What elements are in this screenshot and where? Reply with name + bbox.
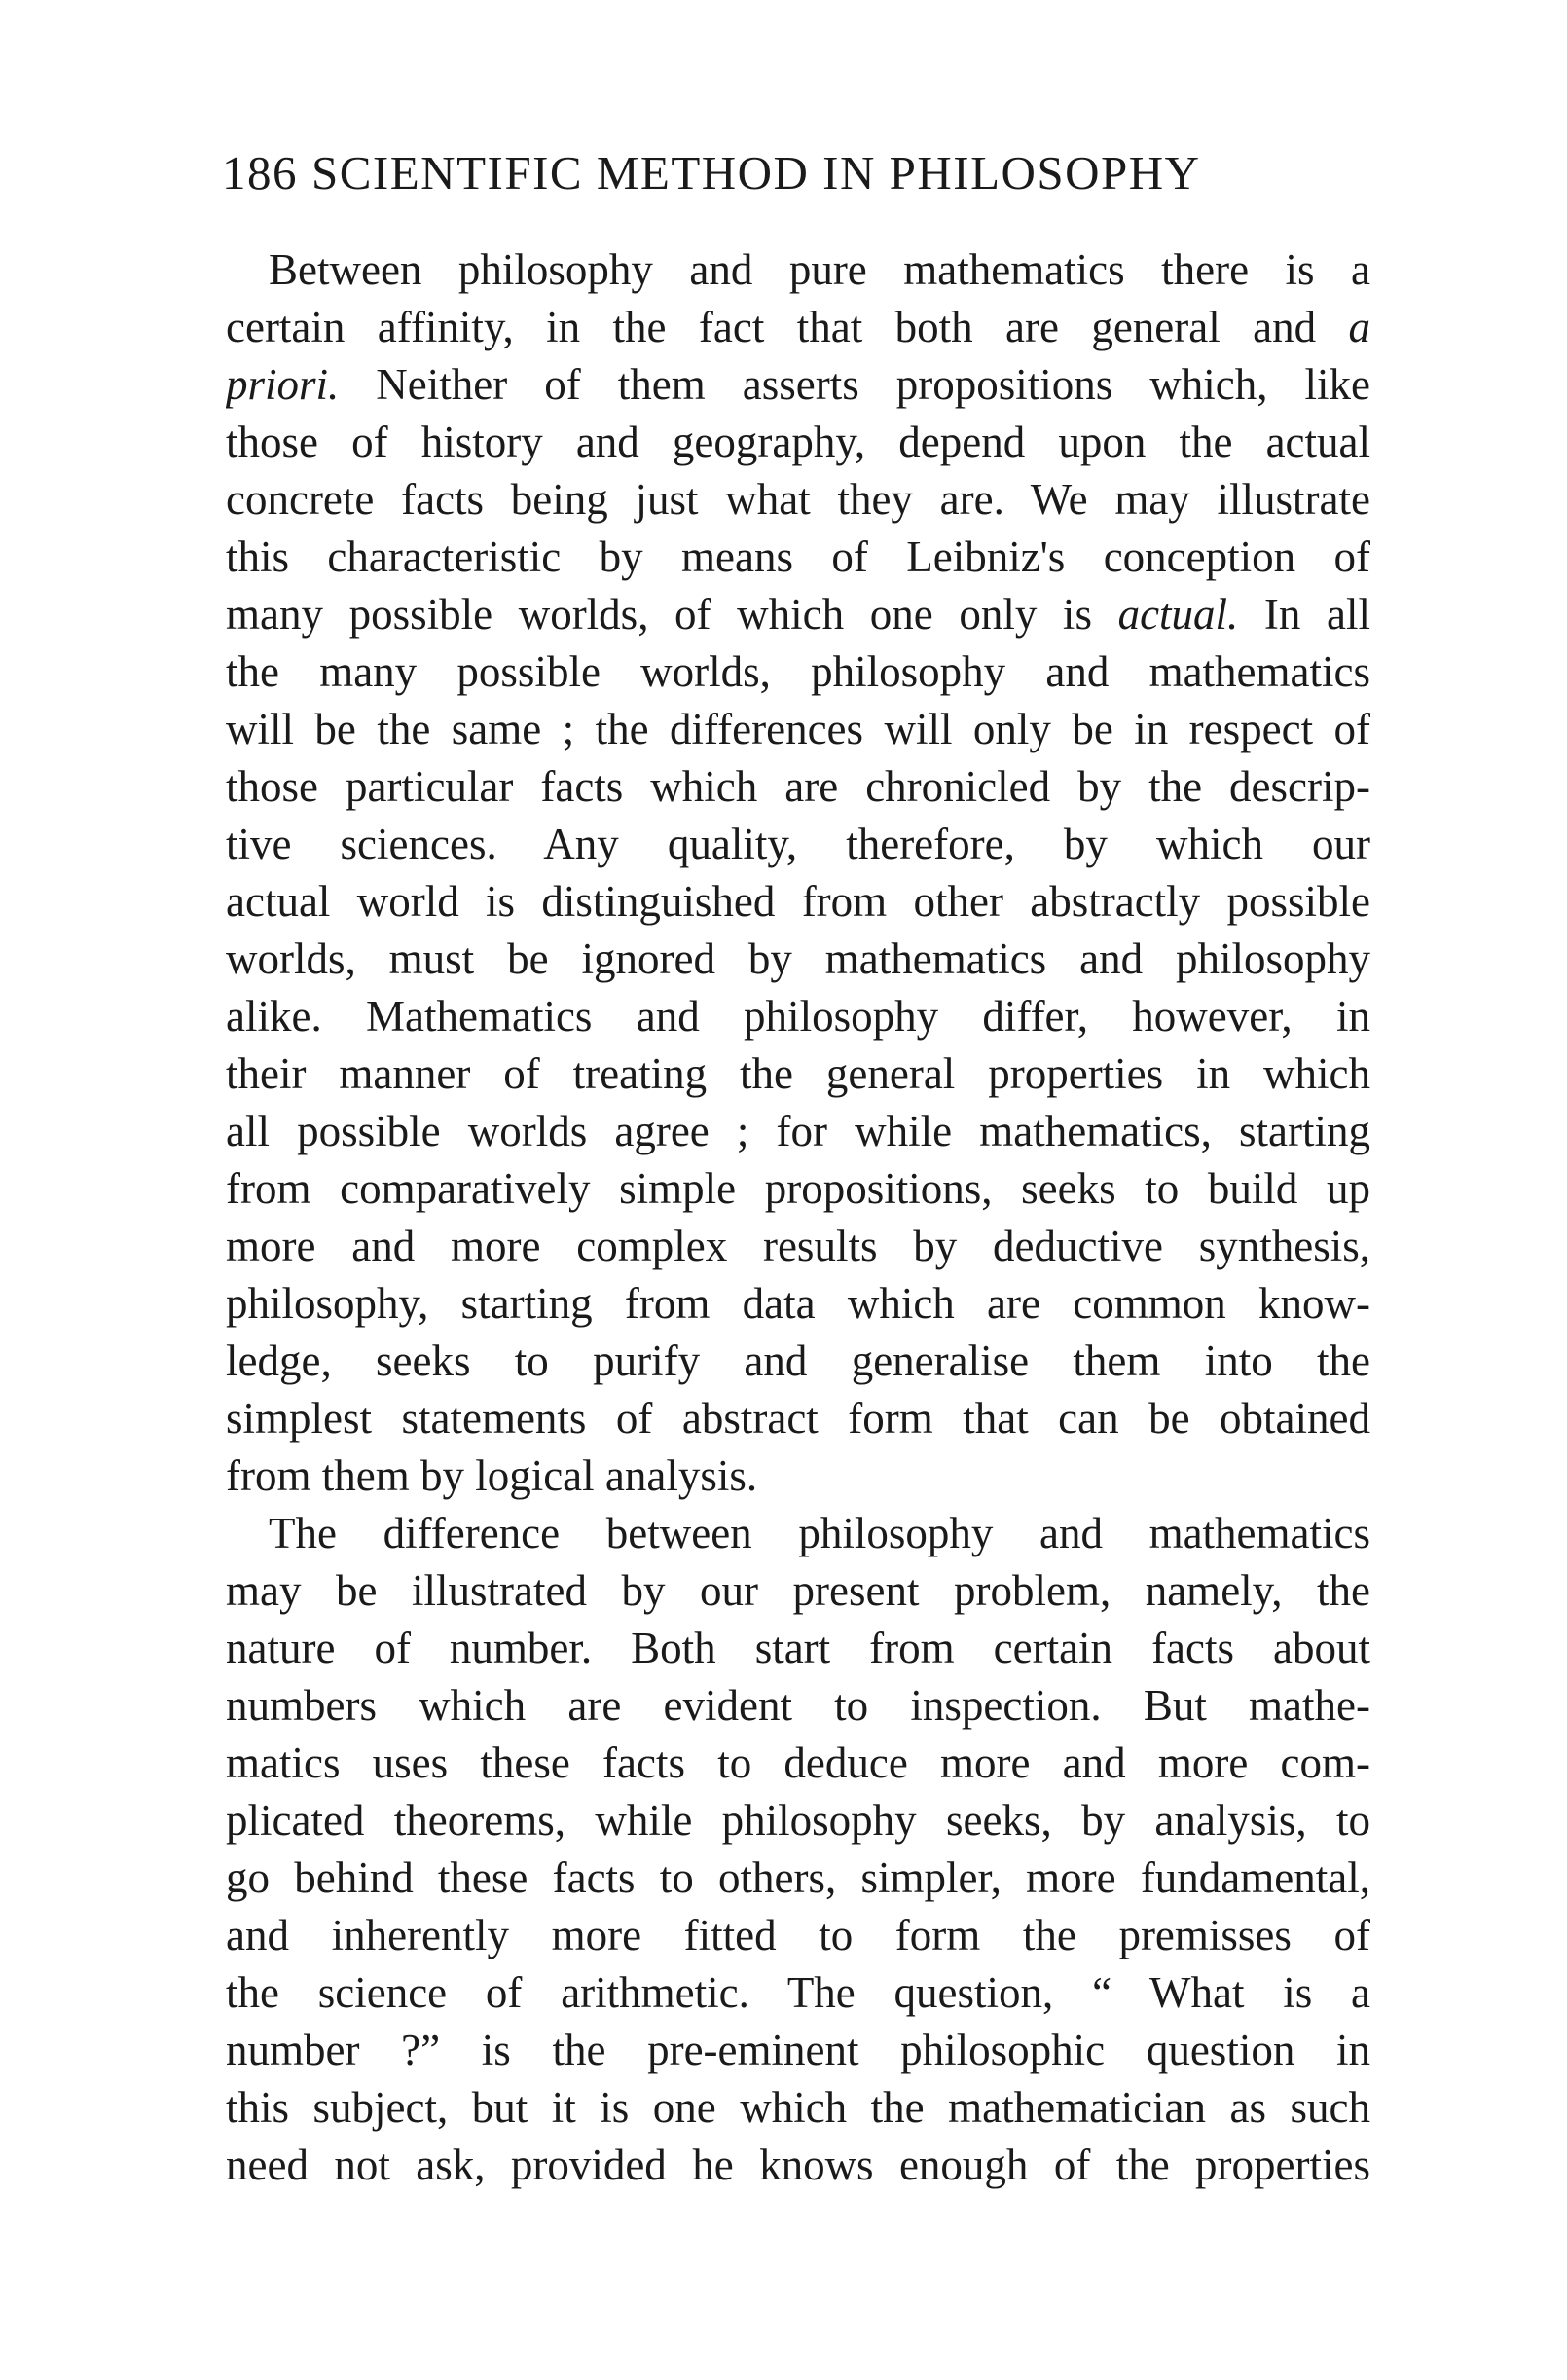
body-text [226,241,1370,2194]
text-line: number ?” is the pre-eminent philosophic question in [226,2026,1370,2074]
text-line: alike. Mathematics and philosophy differ, however, in [226,992,1370,1041]
text-line: will be the same ; the differences will only be in respect of [226,705,1370,753]
italic-word: a [1348,303,1370,351]
text-line: ledge, seeks to purify and generalise them into the [226,1336,1370,1385]
text-line: priori. Neither of them asserts propositions which, like [226,360,1370,409]
text-line: need not ask, provided he knows enough of the properties [226,2141,1370,2189]
text-line: numbers which are evident to inspection. But mathe- [226,1681,1370,1730]
paragraph-2 [226,1505,1370,2194]
paragraph-1 [226,241,1370,1505]
text-line: go behind these facts to others, simpler, more fundamental, [226,1853,1370,1902]
text-line: those particular facts which are chronicled by the descrip- [226,762,1370,811]
text-line: philosophy, starting from data which are common know- [226,1279,1370,1328]
text-line: many possible worlds, of which one only is actual. In all [226,590,1370,639]
text-line: those of history and geography, depend upon the actual [226,418,1370,466]
text-line: actual world is distinguished from other abstractly possible [226,877,1370,926]
text-line: more and more complex results by deductive synthesis, [226,1222,1370,1270]
text-line: may be illustrated by our present problem, namely, the [226,1566,1370,1615]
text-line: and inherently more fitted to form the premisses of [226,1911,1370,1959]
text-line: certain affinity, in the fact that both are general and a [226,303,1370,351]
page-number: 186 [222,146,298,200]
text-line: from comparatively simple propositions, seeks to build up [226,1164,1370,1213]
text-line: worlds, must be ignored by mathematics and philosophy [226,934,1370,983]
text-line: concrete facts being just what they are. We may illustrate [226,475,1370,524]
text-line: their manner of treating the general properties in which [226,1049,1370,1098]
text-line: tive sciences. Any quality, therefore, by which our [226,820,1370,868]
text-line: matics uses these facts to deduce more and more com- [226,1739,1370,1787]
text-line: this subject, but it is one which the mathematician as such [226,2083,1370,2132]
italic-word: actual. [1117,590,1239,639]
text-line: all possible worlds agree ; for while mathematics, starting [226,1107,1370,1155]
running-title: SCIENTIFIC METHOD IN PHILOSOPHY [311,146,1201,200]
text-line: Between philosophy and pure mathematics there is a [269,245,1370,294]
text-line: simplest statements of abstract form that can be obtained [226,1394,1370,1443]
text-line: this characteristic by means of Leibniz's conception of [226,532,1370,581]
text-line: the many possible worlds, philosophy and mathematics [226,647,1370,696]
text-line: nature of number. Both start from certain facts about [226,1624,1370,1672]
italic-word: priori. [226,360,340,409]
text-line: plicated theorems, while philosophy seeks, by analysis, to [226,1796,1370,1845]
text-line: the science of arithmetic. The question, “ What is a [226,1968,1370,2017]
text-line: from them by logical analysis. [226,1451,758,1500]
running-head [222,144,1372,202]
text-line: The difference between philosophy and mathematics [269,1509,1370,1557]
